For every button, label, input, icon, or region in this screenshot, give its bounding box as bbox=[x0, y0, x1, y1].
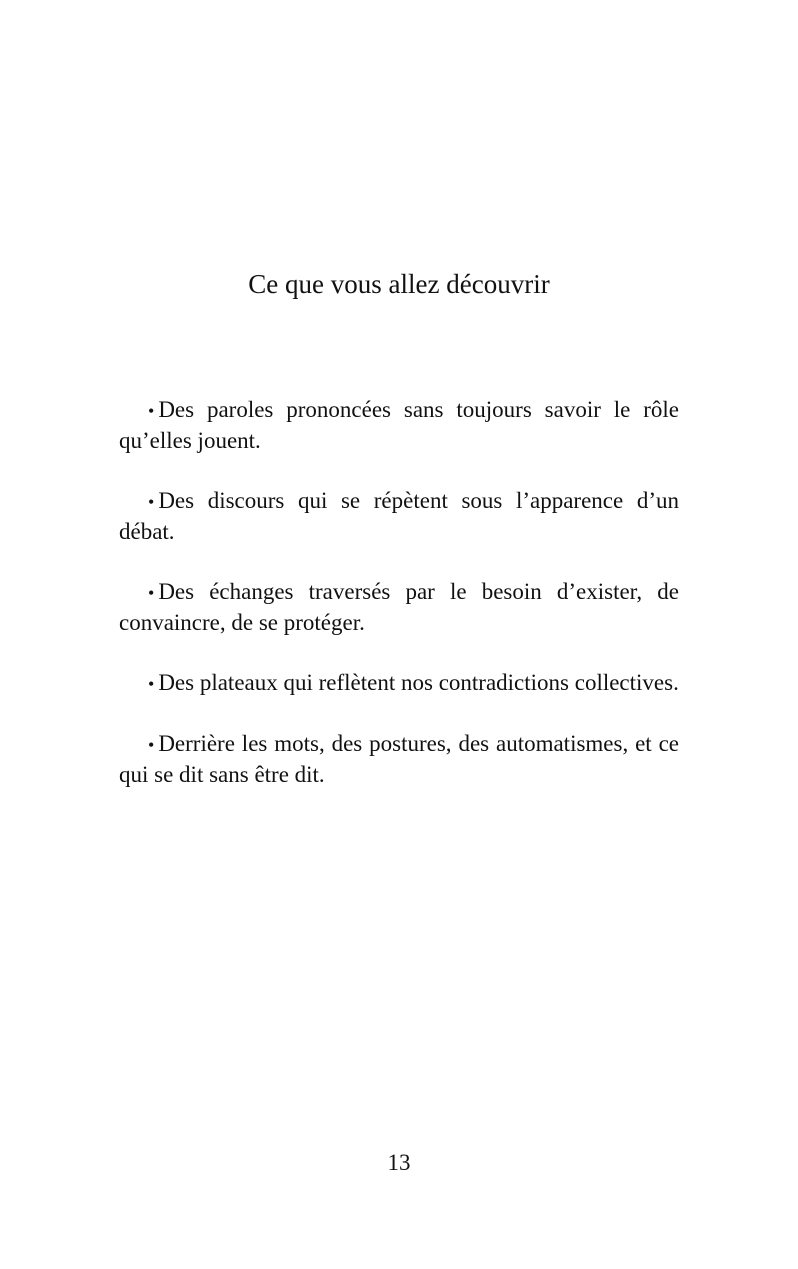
list-item-text: Des discours qui se répètent sous l’apparence d’un débat. bbox=[119, 488, 679, 544]
bullet-icon: • bbox=[148, 674, 155, 694]
list-item bbox=[119, 395, 679, 456]
list-item bbox=[119, 668, 679, 699]
page-number: 13 bbox=[387, 1150, 411, 1175]
list-item-text: Des plateaux qui reflètent nos contradictions collectives. bbox=[158, 670, 679, 695]
list-item bbox=[119, 729, 679, 790]
bullet-icon: • bbox=[148, 735, 155, 755]
bullet-list bbox=[119, 395, 679, 820]
bullet-icon: • bbox=[148, 401, 155, 421]
list-item bbox=[119, 486, 679, 547]
list-item-text: Derrière les mots, des postures, des automatismes, et ce qui se dit sans être dit. bbox=[119, 731, 679, 787]
bullet-icon: • bbox=[148, 583, 155, 603]
list-item bbox=[119, 577, 679, 638]
list-item-text: Des paroles prononcées sans toujours savoir le rôle qu’elles jouent. bbox=[119, 397, 679, 453]
chapter-title: Ce que vous allez découvrir bbox=[248, 269, 550, 299]
bullet-icon: • bbox=[148, 492, 155, 512]
list-item-text: Des échanges traversés par le besoin d’exister, de convaincre, de se protéger. bbox=[119, 579, 679, 635]
